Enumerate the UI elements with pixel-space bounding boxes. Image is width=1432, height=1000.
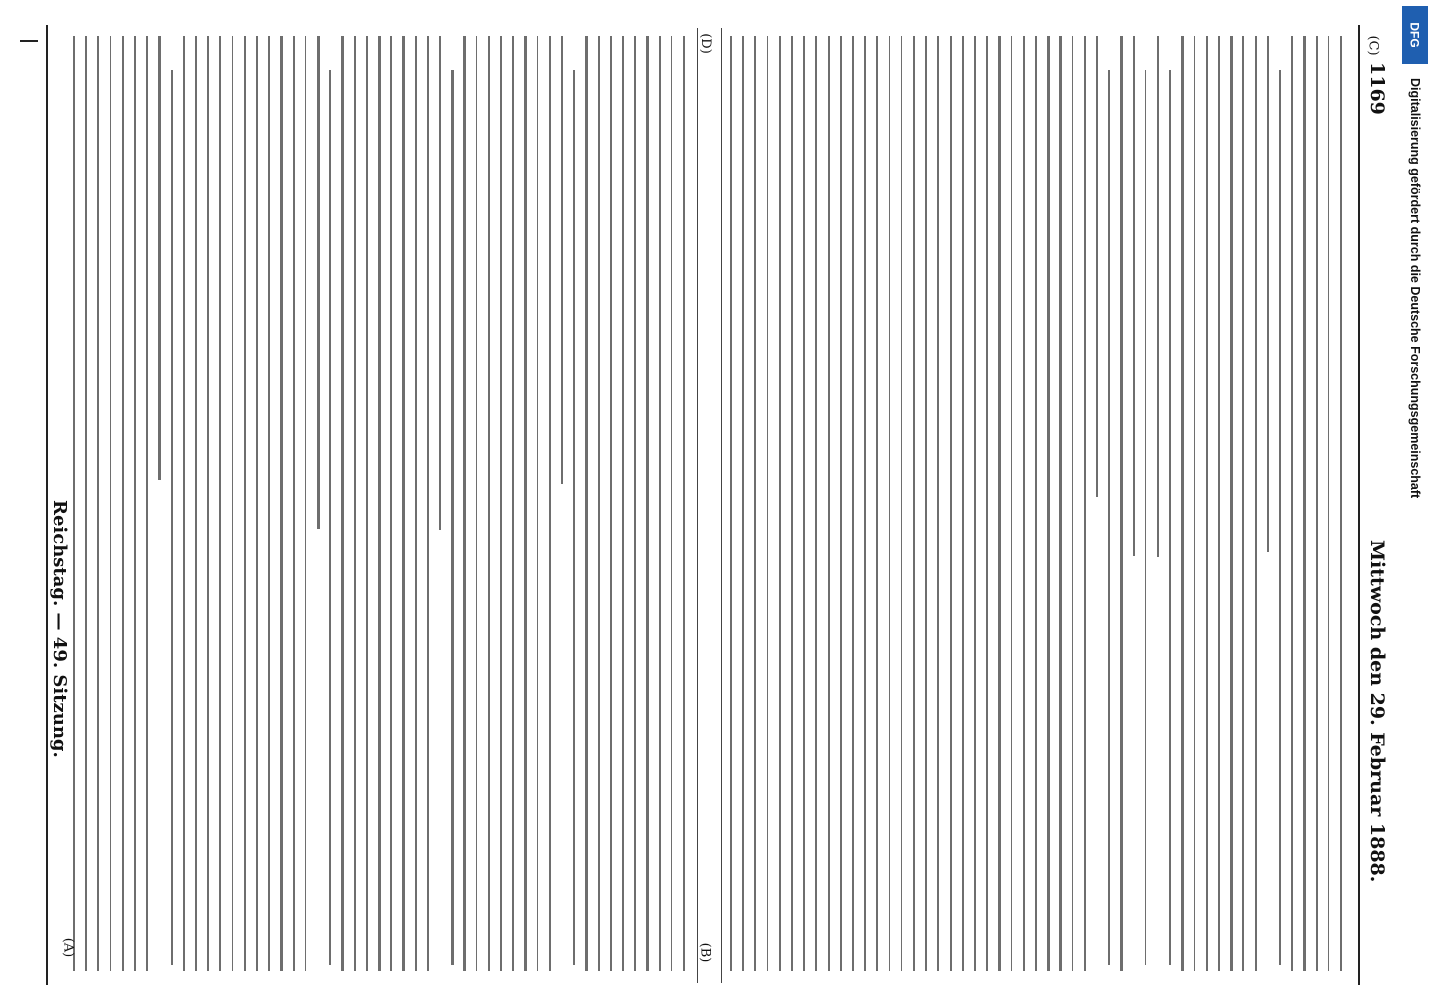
text-line: [925, 36, 927, 971]
text-line: [1047, 36, 1049, 971]
text-line: [1059, 36, 1062, 971]
text-line: [122, 36, 125, 971]
dfg-logo: DFG: [1402, 6, 1428, 64]
text-line: [913, 36, 915, 971]
text-line: [268, 36, 270, 971]
text-line: [742, 36, 743, 971]
text-line: [889, 36, 891, 971]
funding-notice: Digitalisierung gefördert durch die Deutsche Forschungsgemeinschaft: [1408, 78, 1422, 499]
text-line: [803, 36, 805, 971]
text-line: [195, 36, 197, 971]
text-line: [730, 36, 732, 971]
text-line: [73, 36, 75, 971]
text-line: [1084, 36, 1086, 971]
text-line: [512, 36, 513, 971]
text-line: [852, 36, 854, 971]
text-line: [683, 36, 685, 971]
text-line: [549, 36, 552, 971]
text-line: [598, 36, 600, 971]
page-number: 1169: [1366, 62, 1388, 115]
text-line: [134, 36, 136, 971]
text-line: [1218, 36, 1220, 971]
marker-c: (C): [1365, 35, 1381, 56]
text-line: [659, 36, 662, 971]
text-line: [671, 36, 673, 971]
text-column-left: [70, 30, 695, 980]
text-line: [1023, 36, 1025, 971]
text-line: [305, 36, 307, 971]
text-line: [561, 36, 563, 484]
text-line: [585, 36, 587, 971]
text-line: [974, 36, 976, 971]
text-line: [366, 36, 368, 971]
text-line: [815, 36, 817, 971]
column-divider-2: [721, 28, 722, 983]
text-line: [439, 36, 441, 530]
column-divider: [697, 28, 698, 983]
marker-a: (A): [60, 937, 76, 958]
text-line: [97, 36, 99, 971]
text-line: [256, 36, 258, 971]
text-line: [110, 36, 112, 971]
text-line: [244, 36, 246, 971]
text-line: [463, 36, 465, 971]
text-line: [1145, 70, 1146, 965]
text-line: [622, 36, 624, 971]
text-line: [1255, 36, 1257, 971]
text-line: [146, 36, 148, 971]
text-line: [1169, 70, 1170, 965]
text-line: [476, 36, 477, 971]
text-line: [317, 36, 320, 529]
text-line: [1157, 36, 1159, 557]
text-column-right: [727, 30, 1357, 980]
text-line: [219, 36, 221, 971]
text-line: [427, 36, 429, 971]
text-line: [646, 36, 649, 971]
text-line: [779, 36, 782, 971]
text-line: [451, 70, 453, 965]
text-line: [876, 36, 878, 971]
text-line: [962, 36, 965, 971]
text-line: [488, 36, 490, 971]
text-line: [634, 36, 635, 971]
text-line: [1279, 70, 1281, 965]
text-line: [1303, 36, 1306, 971]
text-line: [767, 36, 769, 971]
text-line: [1230, 36, 1232, 971]
text-line: [171, 70, 173, 965]
text-line: [1194, 36, 1196, 971]
text-line: [1096, 36, 1098, 497]
text-line: [415, 36, 417, 971]
text-line: [1328, 36, 1330, 971]
text-line: [998, 36, 1001, 971]
text-line: [1242, 36, 1244, 971]
text-line: [1291, 36, 1292, 971]
text-line: [85, 36, 86, 971]
text-line: [950, 36, 952, 971]
text-line: [1181, 36, 1183, 971]
text-line: [378, 36, 381, 971]
text-line: [1340, 36, 1342, 971]
text-line: [500, 36, 502, 971]
text-line: [1267, 36, 1269, 552]
text-line: [232, 36, 234, 971]
text-line: [524, 36, 526, 971]
text-line: [937, 36, 939, 971]
text-line: [390, 36, 392, 971]
text-line: [329, 70, 331, 965]
text-line: [402, 36, 404, 971]
marker-b: (B): [697, 942, 713, 963]
header-rule-right: [1358, 25, 1360, 985]
text-line: [901, 36, 903, 971]
text-line: [1035, 36, 1037, 971]
text-line: [1206, 36, 1209, 971]
text-line: [1316, 36, 1319, 971]
text-line: [158, 36, 160, 480]
margin-mark: [20, 40, 38, 42]
text-line: [828, 36, 830, 971]
text-line: [341, 36, 343, 971]
marker-d: (D): [697, 33, 713, 54]
text-line: [791, 36, 793, 971]
text-line: [1072, 36, 1074, 971]
text-line: [840, 36, 842, 971]
text-line: [293, 36, 296, 971]
text-line: [1133, 36, 1135, 556]
text-line: [1120, 36, 1122, 971]
funding-notice-strip: [1400, 18, 1430, 978]
text-line: [1011, 36, 1013, 971]
text-line: [754, 36, 756, 971]
text-line: [1108, 70, 1110, 965]
text-line: [354, 36, 356, 971]
text-line: [610, 36, 612, 971]
session-header: Reichstag. — 49. Sitzung.: [49, 500, 70, 758]
text-line: [207, 36, 209, 971]
date-header: Mittwoch den 29. Februar 1888.: [1366, 540, 1388, 883]
text-line: [280, 36, 282, 971]
text-line: [183, 36, 185, 971]
text-line: [864, 36, 866, 971]
header-rule-left: [46, 25, 48, 985]
text-line: [986, 36, 988, 971]
text-line: [573, 70, 575, 965]
text-line: [537, 36, 539, 971]
